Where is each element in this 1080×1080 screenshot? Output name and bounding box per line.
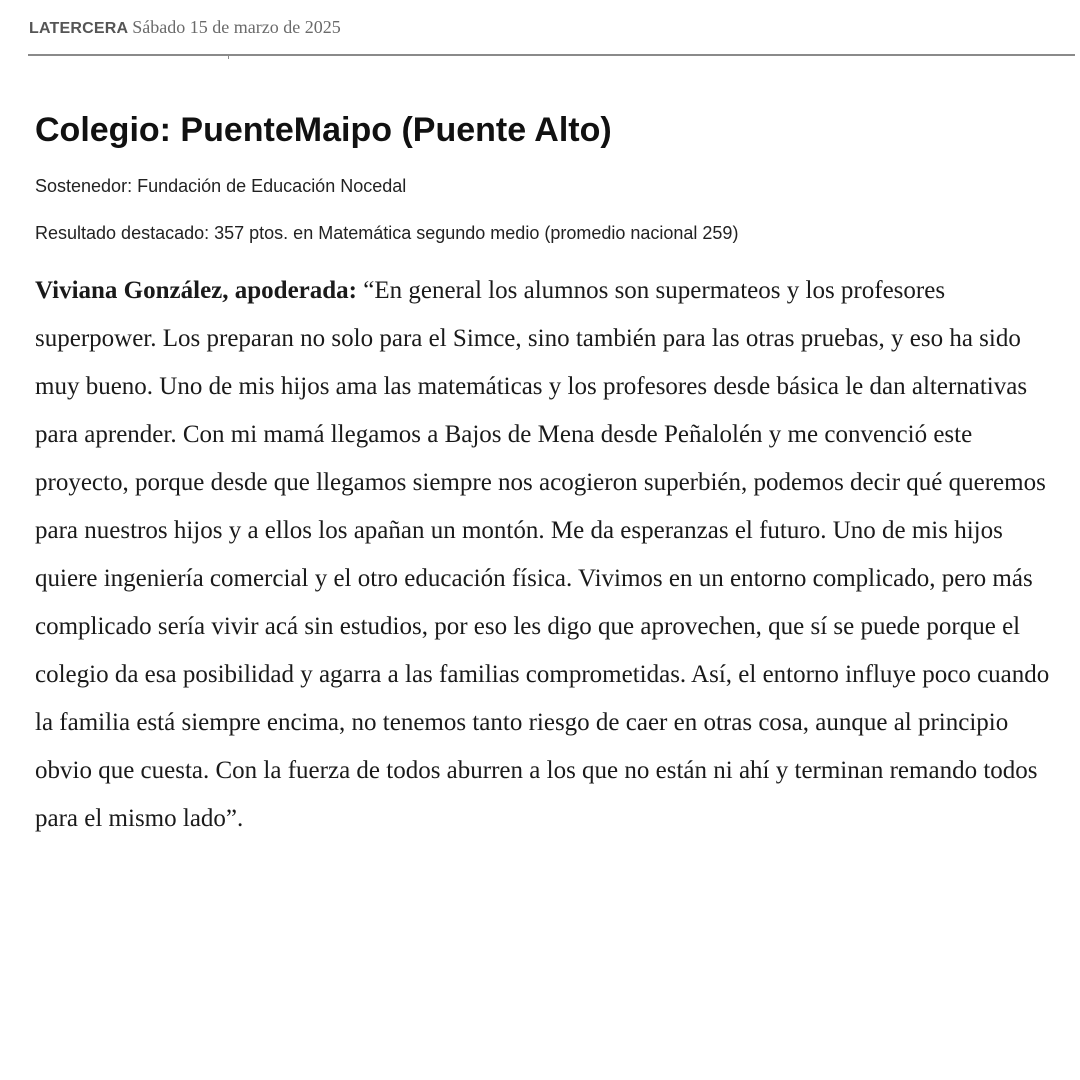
resultado-line: Resultado destacado: 357 ptos. en Matemática segundo medio (promedio nacional 259) — [35, 223, 739, 243]
testimonial-quote: “En general los alumnos son supermateos y los profesores superpower. Los preparan no solo para el Simce, sino también para las otras pruebas, y eso ha sido muy bueno. Uno de mis hijos ama las matemáticas y los profesores desde básica le dan alternativas para aprender. Con mi mamá llegamos a Bajos de Mena desde Peñalolén y me convenció este proyecto, porque desde que llegamos siempre nos acogieron superbién, podemos decir qué queremos para nuestros hijos y a ellos los apañan un montón. Me da esperanzas el futuro. Uno de mis hijos quiere ingeniería comercial y el otro educación física. Vivimos en un entorno complicado, pero más complicado sería vivir acá sin estudios, por eso les digo que aprovechen, que sí se puede porque el colegio da esa posibilidad y agarra a las familias comprometidas. Así, el entorno influye poco cuando la familia está siempre encima, no tenemos tanto riesgo de caer en otras cosa, aunque al principio obvio que cuesta. Con la fuerza de todos aburren a los que no están ni ahí y terminan remando todos para el mismo lado”. — [35, 277, 1050, 832]
header-divider — [28, 54, 1075, 56]
testimonial-speaker: Viviana González, apoderada: — [35, 277, 357, 304]
edition-date: Sábado 15 de marzo de 2025 — [132, 17, 341, 37]
article-title: Colegio: PuenteMaipo (Puente Alto) — [35, 111, 612, 149]
header-divider-tick — [228, 56, 229, 59]
newspaper-brand: LATERCERA — [29, 20, 129, 37]
testimonial-paragraph — [35, 267, 1055, 843]
masthead — [29, 17, 341, 43]
sostenedor-line: Sostenedor: Fundación de Educación Nocedal — [35, 176, 407, 196]
